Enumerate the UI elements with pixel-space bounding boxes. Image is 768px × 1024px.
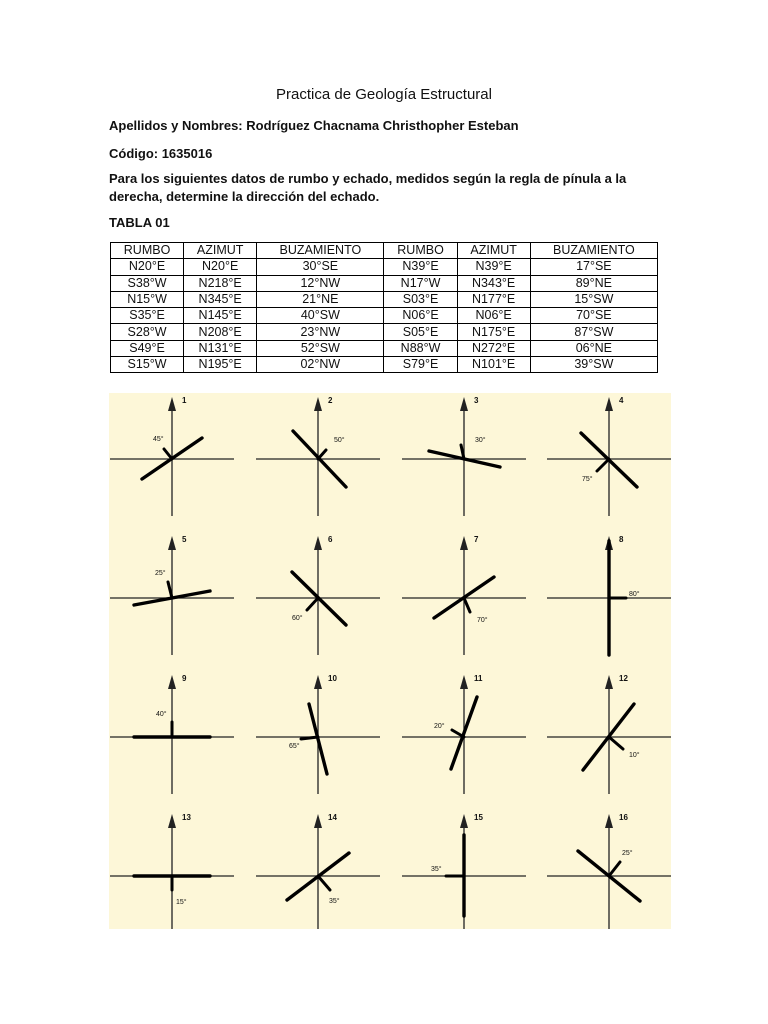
table-cell: 15°SW: [530, 291, 657, 307]
dip-angle-label: 80°: [629, 591, 640, 598]
student-name: Apellidos y Nombres: Rodríguez Chacnama Christhopher Esteban: [109, 118, 519, 133]
strike-dip-diagram: [256, 535, 380, 655]
table-cell: N06°E: [384, 308, 457, 324]
page-title: Practica de Geología Estructural: [276, 86, 492, 103]
table-cell: S38°W: [111, 275, 184, 291]
strike-dip-diagram: [110, 813, 234, 929]
table-header-cell: AZIMUT: [457, 243, 530, 259]
diagram-number: 10: [328, 674, 337, 683]
table-cell: 70°SE: [530, 308, 657, 324]
dip-tick: [164, 449, 172, 459]
diagram-number: 3: [474, 396, 479, 405]
table-row: [111, 259, 658, 275]
diagram-number: 8: [619, 535, 624, 544]
table-header-cell: AZIMUT: [184, 243, 257, 259]
diagram-number: 9: [182, 674, 187, 683]
table-cell: N218°E: [184, 275, 257, 291]
table-cell: S79°E: [384, 357, 457, 373]
table-cell: S05°E: [384, 324, 457, 340]
strike-dip-diagram: [256, 674, 380, 794]
north-arrow-icon: [460, 397, 468, 411]
table-cell: N39°E: [457, 259, 530, 275]
dip-angle-label: 45°: [153, 436, 164, 443]
strike-dip-diagram: [110, 535, 234, 655]
north-arrow-icon: [605, 675, 613, 689]
strike-dip-diagram: [402, 813, 526, 929]
strike-dip-figure: [109, 393, 671, 929]
table-cell: N20°E: [184, 259, 257, 275]
table-cell: N06°E: [457, 308, 530, 324]
strike-dip-diagram: [402, 674, 526, 794]
table-cell: 87°SW: [530, 324, 657, 340]
table-row: [111, 275, 658, 291]
strike-dip-diagram: [547, 813, 671, 929]
table-cell: 52°SW: [257, 340, 384, 356]
table-cell: S15°W: [111, 357, 184, 373]
table-cell: N131°E: [184, 340, 257, 356]
diagram-number: 7: [474, 535, 479, 544]
north-arrow-icon: [168, 397, 176, 411]
table-cell: N17°W: [384, 275, 457, 291]
dip-angle-label: 30°: [475, 437, 486, 444]
table-cell: S49°E: [111, 340, 184, 356]
dip-angle-label: 35°: [431, 866, 442, 873]
table-header-cell: BUZAMIENTO: [530, 243, 657, 259]
strike-dip-diagrams: [109, 393, 671, 929]
table-header-row: [111, 243, 658, 259]
student-code: Código: 1635016: [109, 146, 213, 161]
strike-dip-diagram: [547, 396, 671, 516]
table-cell: 89°NE: [530, 275, 657, 291]
strike-dip-diagram: [256, 813, 380, 929]
dip-tick: [609, 737, 623, 749]
table-header-cell: RUMBO: [384, 243, 457, 259]
diagram-number: 11: [474, 674, 483, 683]
diagram-number: 1: [182, 396, 187, 405]
strike-dip-diagram: [110, 396, 234, 516]
dip-angle-label: 20°: [434, 723, 445, 730]
diagram-number: 13: [182, 813, 191, 822]
table-cell: 17°SE: [530, 259, 657, 275]
dip-angle-label: 60°: [292, 615, 303, 622]
diagram-number: 4: [619, 396, 624, 405]
table-label: TABLA 01: [109, 215, 170, 230]
table-cell: N345°E: [184, 291, 257, 307]
dip-tick: [307, 598, 318, 610]
dip-tick: [464, 598, 470, 612]
strike-dip-diagram: [110, 674, 234, 794]
strike-dip-diagram: [402, 535, 526, 655]
table-body: [111, 259, 658, 373]
dip-angle-label: 10°: [629, 752, 640, 759]
table-cell: N343°E: [457, 275, 530, 291]
north-arrow-icon: [168, 814, 176, 828]
instructions: Para los siguientes datos de rumbo y echado, medidos según la regla de pínula a la derecha, determine la dirección del echado.: [109, 171, 627, 204]
north-arrow-icon: [314, 397, 322, 411]
table-cell: N208°E: [184, 324, 257, 340]
diagram-number: 5: [182, 535, 187, 544]
diagram-number: 6: [328, 535, 333, 544]
north-arrow-icon: [314, 814, 322, 828]
north-arrow-icon: [168, 675, 176, 689]
table-cell: S03°E: [384, 291, 457, 307]
diagram-number: 15: [474, 813, 483, 822]
dip-angle-label: 50°: [334, 437, 345, 444]
dip-angle-label: 15°: [176, 899, 187, 906]
table-header-cell: RUMBO: [111, 243, 184, 259]
table-row: [111, 324, 658, 340]
diagram-number: 16: [619, 813, 628, 822]
table-cell: 21°NE: [257, 291, 384, 307]
north-arrow-icon: [460, 675, 468, 689]
strike-dip-diagram: [256, 396, 380, 516]
table-cell: S28°W: [111, 324, 184, 340]
table-cell: N145°E: [184, 308, 257, 324]
diagram-number: 12: [619, 674, 628, 683]
dip-angle-label: 70°: [477, 617, 488, 624]
dip-angle-label: 25°: [155, 570, 166, 577]
dip-tick: [301, 737, 318, 739]
dip-tick: [318, 450, 326, 459]
dip-tick: [318, 876, 330, 890]
table-cell: N177°E: [457, 291, 530, 307]
strike-dip-diagram: [547, 674, 671, 794]
north-arrow-icon: [605, 397, 613, 411]
dip-angle-label: 25°: [622, 850, 633, 857]
diagram-number: 2: [328, 396, 333, 405]
north-arrow-icon: [314, 675, 322, 689]
table-cell: N39°E: [384, 259, 457, 275]
dip-angle-label: 65°: [289, 743, 300, 750]
table-cell: 06°NE: [530, 340, 657, 356]
table-header-cell: BUZAMIENTO: [257, 243, 384, 259]
table-cell: 02°NW: [257, 357, 384, 373]
table-cell: N15°W: [111, 291, 184, 307]
data-table: [110, 242, 658, 373]
table-cell: N195°E: [184, 357, 257, 373]
table-cell: 40°SW: [257, 308, 384, 324]
strike-dip-diagram: [547, 535, 671, 655]
dip-angle-label: 75°: [582, 476, 593, 483]
table-cell: N101°E: [457, 357, 530, 373]
table-cell: 39°SW: [530, 357, 657, 373]
table-cell: N272°E: [457, 340, 530, 356]
table-cell: 23°NW: [257, 324, 384, 340]
table-row: [111, 291, 658, 307]
table-cell: S35°E: [111, 308, 184, 324]
table-cell: 30°SE: [257, 259, 384, 275]
dip-angle-label: 35°: [329, 898, 340, 905]
north-arrow-icon: [168, 536, 176, 550]
dip-tick: [609, 862, 620, 876]
north-arrow-icon: [460, 536, 468, 550]
table-cell: N175°E: [457, 324, 530, 340]
table-row: [111, 308, 658, 324]
table-cell: 12°NW: [257, 275, 384, 291]
table-cell: N88°W: [384, 340, 457, 356]
table-row: [111, 340, 658, 356]
dip-angle-label: 40°: [156, 711, 167, 718]
table-cell: N20°E: [111, 259, 184, 275]
north-arrow-icon: [460, 814, 468, 828]
dip-tick: [597, 459, 609, 471]
north-arrow-icon: [605, 814, 613, 828]
strike-dip-diagram: [402, 396, 526, 516]
diagram-number: 14: [328, 813, 337, 822]
north-arrow-icon: [314, 536, 322, 550]
table-row: [111, 357, 658, 373]
